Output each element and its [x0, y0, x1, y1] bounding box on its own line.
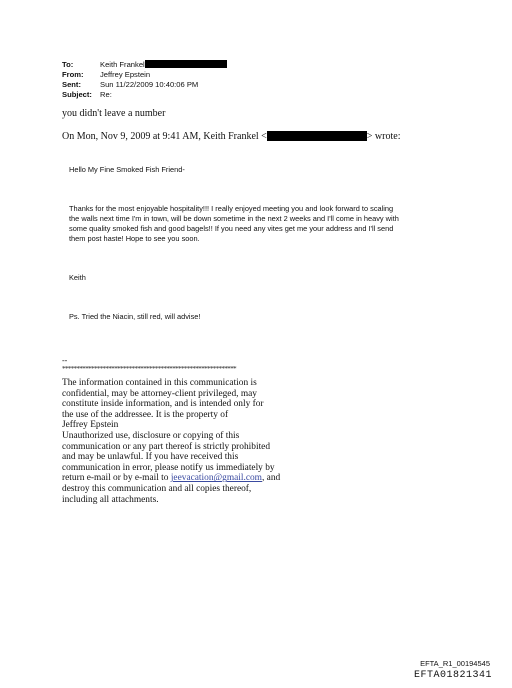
subject-value: Re:	[100, 90, 112, 99]
message-paragraph	[69, 204, 399, 244]
disclaimer-line	[62, 473, 280, 484]
quote-intro	[62, 131, 400, 142]
disclaimer-line: the use of the addressee. It is the property of	[62, 409, 229, 420]
disclaimer-line: Jeffrey Epstein	[62, 420, 119, 431]
footer-id-large: EFTA01821341	[413, 670, 492, 681]
sent-row	[62, 80, 227, 90]
sent-label: Sent:	[62, 80, 81, 89]
from-row	[62, 70, 227, 80]
disclaimer-line: The information contained in this communication is	[62, 378, 257, 388]
message-line: some quality smoked fish and good bagels!! If you need any vites get me your address and I'll send	[69, 224, 394, 233]
message-line: Thanks for the most enjoyable hospitality!!! I really enjoyed meeting you and look forward to scaling	[69, 204, 394, 213]
footer-id-small: EFTA_R1_00194545	[420, 659, 490, 668]
sent-value: Sun 11/22/2009 10:40:06 PM	[100, 80, 199, 89]
email-header	[62, 60, 227, 100]
redaction-bar	[145, 60, 227, 68]
disclaimer-text: , and	[261, 473, 281, 484]
from-value: Jeffrey Epstein	[100, 70, 151, 79]
message-line: the walls next time I'm in town, will be down sometime in the next 2 weeks and I'll come in heavy with	[69, 214, 399, 223]
from-label: From:	[62, 70, 84, 79]
separator-dash: --	[62, 356, 68, 365]
disclaimer-line: communication or any part thereof is strictly prohibited	[62, 441, 271, 452]
disclaimer	[62, 378, 280, 505]
disclaimer-line: Unauthorized use, disclosure or copying of this	[62, 430, 240, 441]
quote-intro-before: On Mon, Nov 9, 2009 at 9:41 AM, Keith Frankel <	[62, 131, 267, 142]
disclaimer-line: confidential, may be attorney-client privileged, may	[62, 388, 257, 399]
disclaimer-line: and may be unlawful. If you have received this	[62, 452, 239, 463]
subject-label: Subject:	[62, 90, 92, 99]
disclaimer-line: destroy this communication and all copies thereof,	[62, 483, 252, 494]
disclaimer-line: communication in error, please notify us immediately by	[62, 462, 275, 473]
to-value: Keith Frankel	[100, 60, 145, 69]
disclaimer-line: constitute inside information, and is intended only for	[62, 399, 264, 410]
separator-stars: ************************************************************	[62, 365, 237, 373]
to-label: To:	[62, 60, 74, 69]
disclaimer-line: including all attachments.	[62, 494, 159, 505]
message-greeting: Hello My Fine Smoked Fish Friend-	[69, 165, 185, 174]
redaction-bar	[267, 131, 367, 141]
disclaimer-text: return e-mail or by e-mail to	[62, 473, 171, 484]
subject-row	[62, 90, 227, 100]
message-line: them post haste! Hope to see you soon.	[69, 234, 200, 243]
quote-intro-after: > wrote:	[366, 131, 401, 142]
email-link[interactable]: jeevacation@gmail.com	[170, 473, 262, 484]
message-signature: Keith	[69, 273, 86, 282]
message-ps: Ps. Tried the Niacin, still red, will advise!	[69, 312, 201, 321]
reply-text: you didn't leave a number	[62, 108, 166, 119]
to-row	[62, 60, 227, 70]
